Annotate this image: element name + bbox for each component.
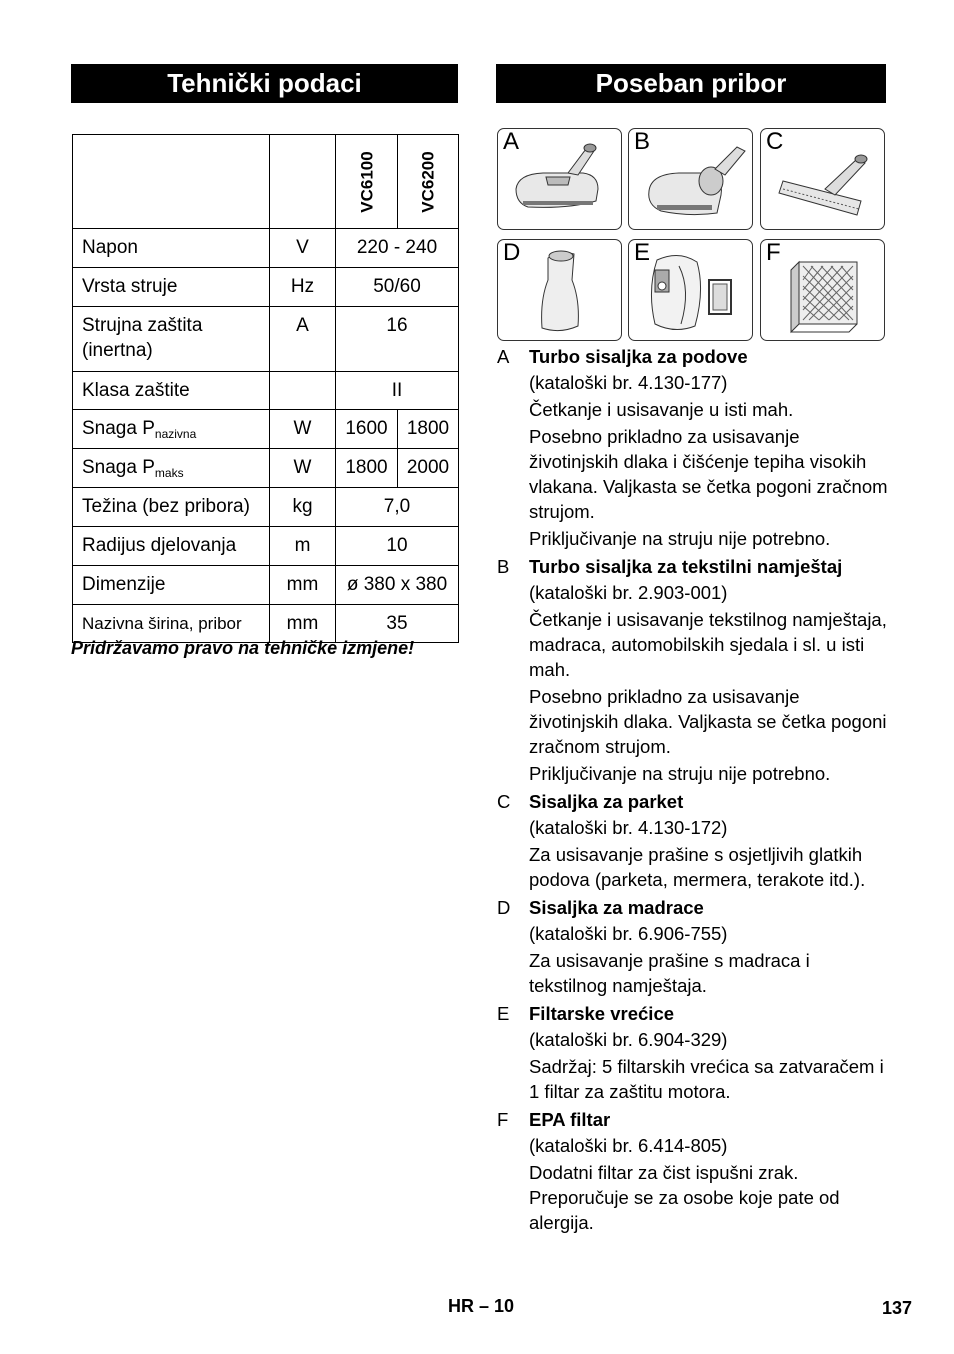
- item-text: Priključivanje na struju nije potrebno.: [529, 528, 831, 549]
- row-unit: [270, 372, 336, 410]
- row-label: Težina (bez pribora): [73, 488, 270, 527]
- model-header: VC6200: [398, 135, 459, 229]
- item-text: Četkanje i usisavanje tekstilnog namještaja, madraca, automobilskih sjedala i sl. u isti mah.: [529, 609, 887, 680]
- item-title: Turbo sisaljka za tekstilni namještaj: [529, 556, 843, 577]
- row-label: Vrsta struje: [73, 268, 270, 307]
- table-row: [73, 527, 459, 566]
- row-unit: W: [270, 449, 336, 488]
- item-title: Sisaljka za parket: [529, 791, 684, 812]
- row-label: Nazivna širina, pribor: [73, 605, 270, 643]
- row-unit: mm: [270, 605, 336, 643]
- tile-letter: F: [766, 239, 781, 266]
- item-letter: E: [497, 1003, 510, 1024]
- row-value: 1800: [398, 410, 459, 449]
- row-value: II: [336, 372, 459, 410]
- row-unit: kg: [270, 488, 336, 527]
- row-label: Klasa zaštite: [73, 372, 270, 410]
- item-title: Sisaljka za madrace: [529, 897, 704, 918]
- item-text: Četkanje i usisavanje u isti mah.: [529, 399, 794, 420]
- item-text: Posebno prikladno za usisavanje životinjskih dlaka. Valjkasta se četka pogoni zračnom strujom.: [529, 686, 887, 757]
- row-value: 35: [336, 605, 459, 643]
- row-label: Snaga $P_{maks}$: [73, 449, 270, 488]
- tile-turbo-upholstery-nozzle: [628, 128, 753, 230]
- row-label: Dimenzije: [73, 566, 270, 605]
- tile-letter: A: [503, 128, 520, 155]
- tile-turbo-floor-nozzle: [497, 128, 622, 230]
- item-text: Priključivanje na struju nije potrebno.: [529, 763, 831, 784]
- row-unit: W: [270, 410, 336, 449]
- model-header: VC6100: [336, 135, 398, 229]
- table-row: [73, 488, 459, 527]
- tile-letter: E: [634, 239, 651, 266]
- table-row: [73, 268, 459, 307]
- item-text: (kataloški br. 6.414-805): [529, 1135, 728, 1156]
- section-title-poseban-pribor: Poseban pribor: [496, 64, 886, 103]
- header-empty-cell: [73, 135, 270, 229]
- tile-letter: B: [634, 128, 651, 155]
- item-title: Filtarske vrećice: [529, 1003, 675, 1024]
- row-unit: V: [270, 229, 336, 268]
- header-empty-cell: [270, 135, 336, 229]
- item-text: Za usisavanje prašine s osjetljivih glatkih podova (parketa, mermera, terakote itd.).: [529, 844, 866, 890]
- accessory-item-d: [496, 894, 888, 998]
- row-value: 16: [336, 307, 459, 372]
- table-row: [73, 372, 459, 410]
- tile-filter-bags: [628, 239, 753, 341]
- row-label: Napon: [73, 229, 270, 268]
- item-title: Turbo sisaljka za podove: [529, 346, 748, 367]
- item-text: (kataloški br. 4.130-172): [529, 817, 728, 838]
- item-letter: B: [497, 556, 510, 577]
- technical-change-note: Pridržavamo pravo na tehničke izmjene!: [71, 638, 415, 658]
- row-value: ø 380 x 380: [336, 566, 459, 605]
- item-text: Posebno prikladno za usisavanje životinjskih dlaka i čišćenje tepiha visokih vlakana. Valjkasta se četka pogoni zračnom strujom.: [529, 426, 888, 522]
- accessory-list: [496, 343, 888, 1237]
- accessory-item-c: [496, 788, 888, 892]
- tile-mattress-nozzle: [497, 239, 622, 341]
- item-text: (kataloški br. 6.904-329): [529, 1029, 728, 1050]
- item-letter: C: [497, 791, 511, 812]
- row-value: 2000: [398, 449, 459, 488]
- accessory-item-a: [496, 343, 888, 551]
- tile-epa-filter: [760, 239, 885, 341]
- row-unit: mm: [270, 566, 336, 605]
- row-value: 7,0: [336, 488, 459, 527]
- technical-data-table: [72, 134, 459, 643]
- table-row: [73, 229, 459, 268]
- row-value: 1600: [336, 410, 398, 449]
- table-row: [73, 605, 459, 643]
- item-text: Sadržaj: 5 filtarskih vrećica sa zatvaračem i 1 filtar za zaštitu motora.: [529, 1056, 884, 1102]
- accessory-item-f: [496, 1106, 888, 1235]
- table-row: [73, 449, 459, 488]
- item-text: (kataloški br. 2.903-001): [529, 582, 728, 603]
- item-letter: D: [497, 897, 511, 918]
- tile-parquet-nozzle: [760, 128, 885, 230]
- row-value: 1800: [336, 449, 398, 488]
- tile-letter: D: [503, 239, 521, 266]
- row-value: 50/60: [336, 268, 459, 307]
- row-value: 10: [336, 527, 459, 566]
- item-text: (kataloški br. 6.906-755): [529, 923, 728, 944]
- item-text: (kataloški br. 4.130-177): [529, 372, 728, 393]
- item-text: Za usisavanje prašine s madraca i tekstilnog namještaja.: [529, 950, 810, 996]
- footer-section-label: HR – 10: [448, 1296, 515, 1316]
- row-label: Strujna zaštita (inertna): [73, 307, 270, 372]
- table-header-row: [73, 135, 459, 229]
- table-row: [73, 307, 459, 372]
- section-title-tehnicki-podaci: Tehnički podaci: [71, 64, 458, 103]
- item-letter: F: [497, 1109, 509, 1130]
- row-value: 220 - 240: [336, 229, 459, 268]
- page-number: 137: [881, 1298, 912, 1318]
- item-text: Dodatni filtar za čist ispušni zrak. Preporučuje se za osobe koje pate od alergija.: [529, 1162, 840, 1233]
- row-unit: A: [270, 307, 336, 372]
- row-label: Snaga $P_{nazivna}$: [73, 410, 270, 449]
- table-row: [73, 410, 459, 449]
- row-unit: m: [270, 527, 336, 566]
- item-title: EPA filtar: [529, 1109, 611, 1130]
- row-unit: Hz: [270, 268, 336, 307]
- row-label: Radijus djelovanja: [73, 527, 270, 566]
- tile-letter: C: [766, 128, 784, 155]
- table-row: [73, 566, 459, 605]
- item-letter: A: [497, 346, 510, 367]
- accessory-item-e: [496, 1000, 888, 1104]
- accessory-item-b: [496, 553, 888, 786]
